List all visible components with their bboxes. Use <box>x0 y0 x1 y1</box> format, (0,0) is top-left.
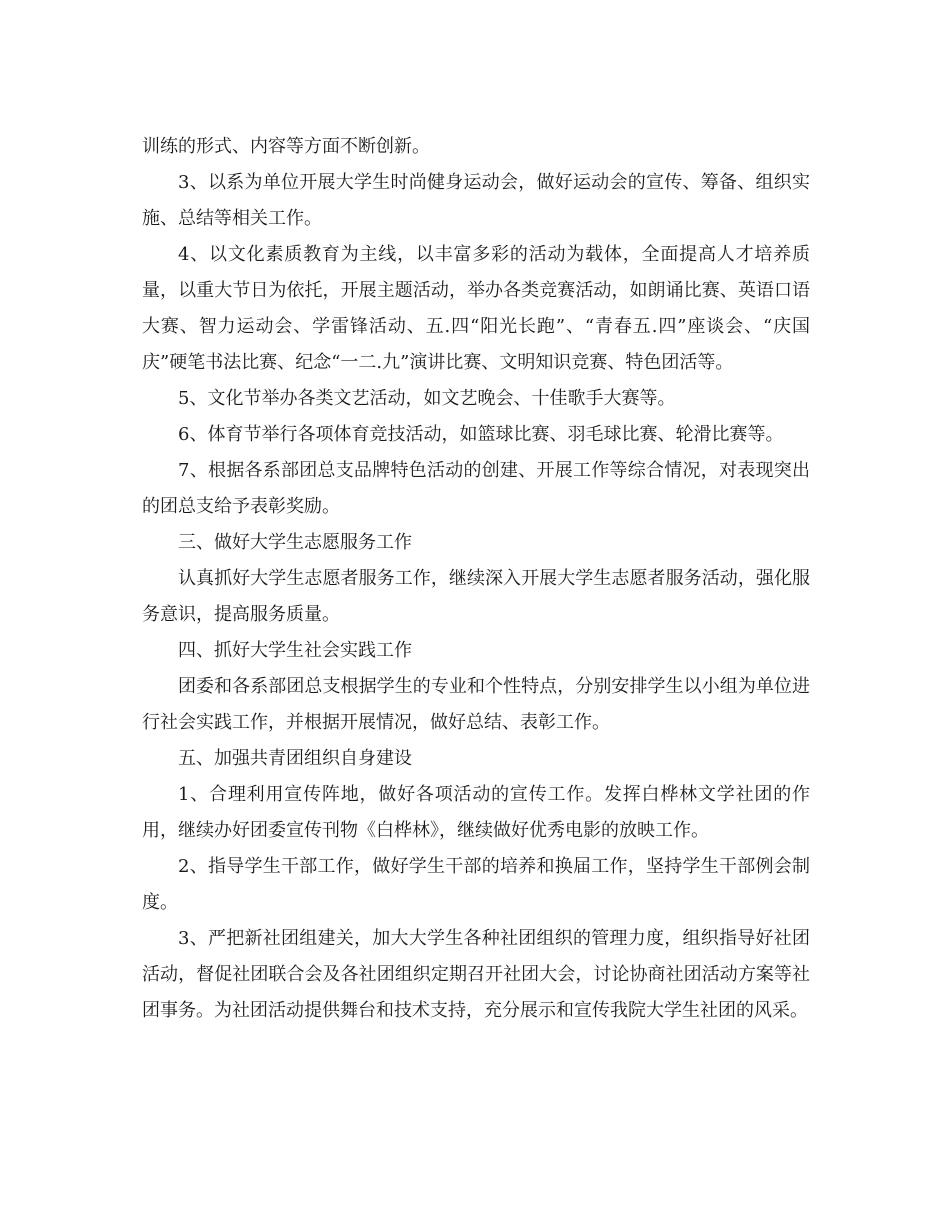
section-heading-social-practice: 四、抓好大学生社会实践工作 <box>178 640 412 661</box>
section-heading-volunteer-service: 三、做好大学生志愿服务工作 <box>178 532 412 553</box>
paragraph-item-1-publicity: 1、合理利用宣传阵地，做好各项活动的宣传工作。发挥白桦林文学社团的作用，继续办好团委宣传刊物《白桦林》，继续做好优秀电影的放映工作。 <box>142 784 810 841</box>
paragraph-volunteer-service: 认真抓好大学生志愿者服务工作，继续深入开展大学生志愿者服务活动，强化服务意识，提高服务质量。 <box>142 568 810 625</box>
paragraph-item-3-sports-meet: 3、以系为单位开展大学生时尚健身运动会，做好运动会的宣传、筹备、组织实施、总结等相关工作。 <box>142 172 810 229</box>
paragraph-continuation: 训练的形式、内容等方面不断创新。 <box>142 136 430 157</box>
paragraph-item-3-student-clubs: 3、严把新社团组建关，加大大学生各种社团组织的管理力度，组织指导好社团活动，督促社团联合会及各社团组织定期召开社团大会，讨论协商社团活动方案等社团事务。为社团活动提供舞台和技术支持，充分展示和宣传我院大学生社团的风采。 <box>142 928 810 1021</box>
paragraph-item-4-cultural-activities: 4、以文化素质教育为主线，以丰富多彩的活动为载体，全面提高人才培养质量，以重大节日为依托，开展主题活动，举办各类竞赛活动，如朗诵比赛、英语口语大赛、智力运动会、学雷锋活动、五.四“阳光长跑”、“青春五.四”座谈会、“庆国庆”硬笔书法比赛、纪念“一二.九”演讲比赛、文明知识竞赛、特色团活等。 <box>142 244 810 373</box>
paragraph-item-7-commendation: 7、根据各系部团总支品牌特色活动的创建、开展工作等综合情况，对表现突出的团总支给予表彰奖励。 <box>142 460 810 517</box>
paragraph-item-6-sports-festival: 6、体育节举行各项体育竞技活动，如篮球比赛、羽毛球比赛、轮滑比赛等。 <box>178 424 784 445</box>
document-body <box>142 129 810 1029</box>
paragraph-item-5-culture-festival: 5、文化节举办各类文艺活动，如文艺晚会、十佳歌手大赛等。 <box>178 388 676 409</box>
paragraph-social-practice: 团委和各系部团总支根据学生的专业和个性特点，分别安排学生以小组为单位进行社会实践工作，并根据开展情况，做好总结、表彰工作。 <box>142 676 810 733</box>
section-heading-self-building: 五、加强共青团组织自身建设 <box>178 748 412 769</box>
paragraph-item-2-student-cadres: 2、指导学生干部工作，做好学生干部的培养和换届工作，坚持学生干部例会制度。 <box>142 856 810 913</box>
